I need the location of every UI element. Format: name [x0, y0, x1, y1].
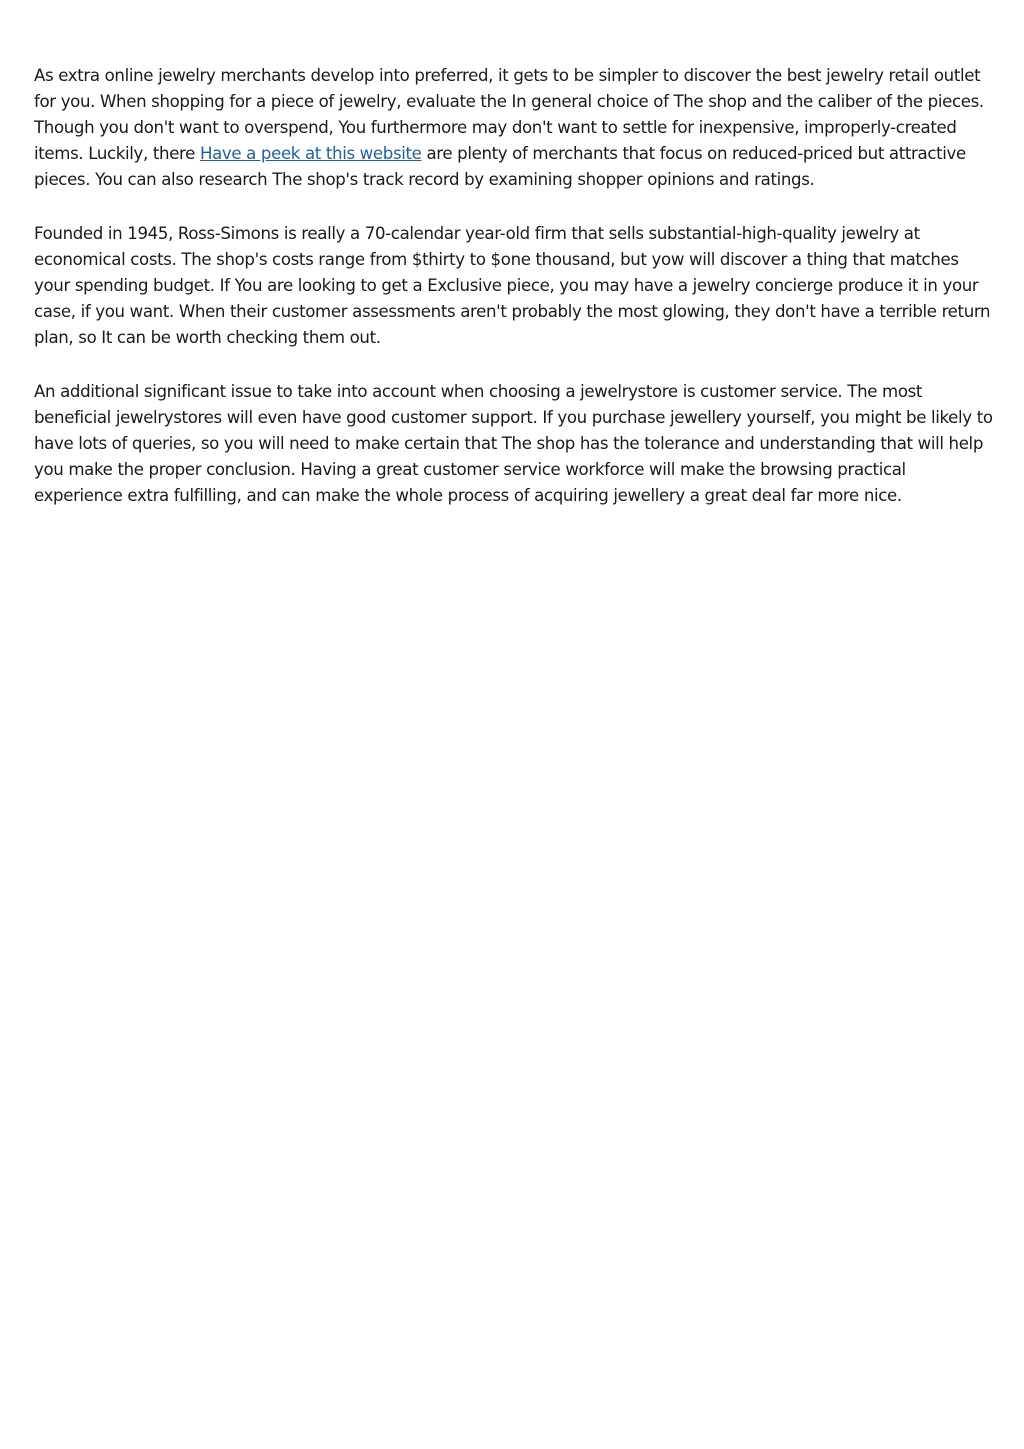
paragraph-3: An additional significant issue to take into account when choosing a jewelrystore is customer service. The most beneficial jewelrystores will even have good customer support. If you purchase jewellery yourself, you might be likely to have lots of queries, so you will need to make certain that The shop has the tolerance and understanding that will help you make the proper conclusion. Having a great customer service workforce will make the browsing practical experience extra fulfilling, and can make the whole process of acquiring jewellery a great deal far more nice.	[34, 382, 993, 505]
paragraph-1-text-after-link: are plenty of merchants that focus on reduced-priced but attractive pieces. You can also research The shop's track record by examining shopper opinions and ratings.	[34, 144, 966, 189]
paragraph-2: Founded in 1945, Ross-Simons is really a 70-calendar year-old firm that sells substantial-high-quality jewelry at economical costs. The shop's costs range from $thirty to $one thousand, but yow will discover a thing that matches your spending budget. If You are looking to get a Exclusive piece, you may have a jewelry concierge produce it in your case, if you want. When their customer assessments aren't probably the most glowing, they don't have a terrible return plan, so It can be worth checking them out.	[34, 224, 991, 347]
document-page	[34, 63, 994, 537]
paragraph-1-text-before-link: As extra online jewelry merchants develop into preferred, it gets to be simpler to discover the best jewelry retail outlet for you. When shopping for a piece of jewelry, evaluate the In general choice of The shop and the caliber of the pieces. Though you don't want to overspend, You furthermore may don't want to settle for inexpensive, improperly-created items. Luckily, there	[34, 66, 984, 163]
paragraph-1	[34, 63, 994, 193]
have-a-peek-link[interactable]: Have a peek at this website	[199, 144, 422, 163]
